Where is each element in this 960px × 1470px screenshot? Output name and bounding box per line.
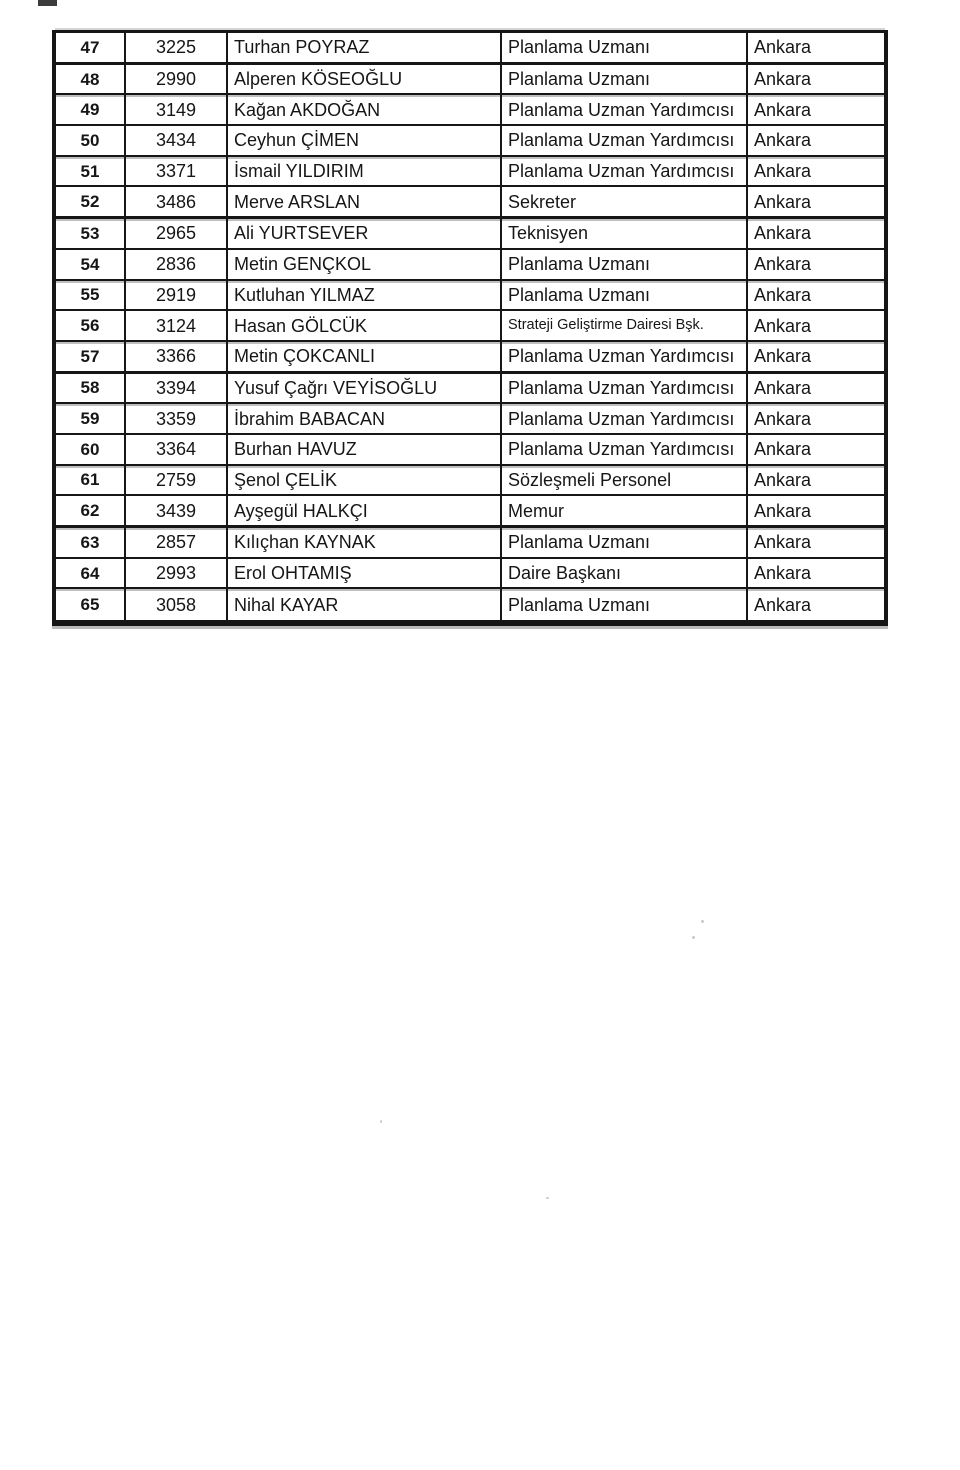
cell-name: Alperen KÖSEOĞLU — [228, 65, 502, 94]
table-row — [56, 559, 884, 590]
cell-title: Daire Başkanı — [502, 559, 748, 588]
cell-no: 56 — [56, 311, 126, 340]
cell-title: Planlama Uzman Yardımcısı — [502, 157, 748, 186]
cell-name: Şenol ÇELİK — [228, 466, 502, 495]
personnel-table — [52, 30, 888, 626]
cell-city: Ankara — [754, 594, 812, 615]
cell-name: Metin ÇOKCANLI — [228, 342, 502, 371]
table-row — [56, 342, 884, 374]
table-row — [56, 589, 884, 620]
cell-reg-no: 3486 — [126, 187, 228, 216]
cell-no: 48 — [56, 65, 126, 94]
table-row — [56, 157, 884, 188]
cell-name: Turhan POYRAZ — [228, 33, 502, 62]
cell-city: Ankara — [754, 469, 812, 490]
cell-no: 62 — [56, 496, 126, 525]
cell-name: Kılıçhan KAYNAK — [228, 528, 502, 557]
cell-title: Planlama Uzman Yardımcısı — [502, 342, 748, 371]
cell-title: Planlama Uzmanı — [502, 250, 748, 279]
table-row — [56, 496, 884, 528]
cell-name: Nihal KAYAR — [228, 589, 502, 620]
table-row — [56, 281, 884, 312]
cell-reg-no: 2857 — [126, 528, 228, 557]
cell-city: Ankara — [754, 99, 812, 120]
cell-name: Ali YURTSEVER — [228, 219, 502, 248]
cell-city: Ankara — [754, 500, 812, 521]
cell-city: Ankara — [754, 223, 812, 244]
cell-no: 64 — [56, 559, 126, 588]
cell-name: Kutluhan YILMAZ — [228, 281, 502, 310]
cell-reg-no: 3371 — [126, 157, 228, 186]
cell-no: 60 — [56, 435, 126, 464]
cell-title: Planlama Uzman Yardımcısı — [502, 435, 748, 464]
table-row — [56, 33, 884, 65]
cell-no: 65 — [56, 589, 126, 620]
scan-speck — [692, 936, 695, 939]
cell-title: Planlama Uzmanı — [502, 65, 748, 94]
cell-title: Teknisyen — [502, 219, 748, 248]
cell-name: İsmail YILDIRIM — [228, 157, 502, 186]
cell-reg-no: 3394 — [126, 374, 228, 403]
cell-city: Ankara — [754, 284, 812, 305]
cell-title: Planlama Uzmanı — [502, 281, 748, 310]
scan-speck — [546, 1197, 549, 1199]
cell-title: Planlama Uzman Yardımcısı — [502, 374, 748, 403]
table-row — [56, 187, 884, 219]
cell-city: Ankara — [754, 346, 812, 367]
table-row — [56, 435, 884, 466]
table-row — [56, 126, 884, 157]
cell-no: 59 — [56, 404, 126, 433]
table-row — [56, 404, 884, 435]
table-row — [56, 65, 884, 96]
cell-city: Ankara — [754, 130, 812, 151]
cell-reg-no: 2993 — [126, 559, 228, 588]
cell-city: Ankara — [754, 191, 812, 212]
cell-city: Ankara — [754, 37, 812, 58]
cell-no: 49 — [56, 95, 126, 124]
table-row — [56, 250, 884, 281]
cell-city: Ankara — [754, 532, 812, 553]
cell-title: Sözleşmeli Personel — [502, 466, 748, 495]
cell-title: Strateji Geliştirme Dairesi Bşk. — [502, 311, 748, 340]
cell-title: Memur — [502, 496, 748, 525]
cell-name: Yusuf Çağrı VEYİSOĞLU — [228, 374, 502, 403]
table-row — [56, 466, 884, 497]
cell-reg-no: 3366 — [126, 342, 228, 371]
cell-title: Planlama Uzmanı — [502, 528, 748, 557]
cell-name: İbrahim BABACAN — [228, 404, 502, 433]
table-row — [56, 219, 884, 250]
cell-name: Hasan GÖLCÜK — [228, 311, 502, 340]
table-row — [56, 374, 884, 405]
cell-no: 54 — [56, 250, 126, 279]
cell-title: Planlama Uzman Yardımcısı — [502, 404, 748, 433]
cell-reg-no: 3439 — [126, 496, 228, 525]
cell-no: 51 — [56, 157, 126, 186]
cell-title: Planlama Uzman Yardımcısı — [502, 95, 748, 124]
personnel-table-body — [56, 33, 884, 620]
cell-no: 50 — [56, 126, 126, 155]
cell-reg-no: 2965 — [126, 219, 228, 248]
cell-reg-no: 2990 — [126, 65, 228, 94]
cell-city: Ankara — [754, 69, 812, 90]
cell-name: Burhan HAVUZ — [228, 435, 502, 464]
cell-reg-no: 3058 — [126, 589, 228, 620]
table-row — [56, 95, 884, 126]
cell-title: Sekreter — [502, 187, 748, 216]
cell-reg-no: 3364 — [126, 435, 228, 464]
cell-reg-no: 3124 — [126, 311, 228, 340]
cell-reg-no: 3434 — [126, 126, 228, 155]
scan-speck — [380, 1120, 382, 1123]
cell-name: Merve ARSLAN — [228, 187, 502, 216]
cell-no: 57 — [56, 342, 126, 371]
scan-artifact — [38, 0, 57, 6]
cell-no: 61 — [56, 466, 126, 495]
cell-city: Ankara — [754, 377, 812, 398]
cell-title: Planlama Uzman Yardımcısı — [502, 126, 748, 155]
cell-reg-no: 2919 — [126, 281, 228, 310]
table-row — [56, 311, 884, 342]
cell-name: Erol OHTAMIŞ — [228, 559, 502, 588]
cell-name: Metin GENÇKOL — [228, 250, 502, 279]
cell-city: Ankara — [754, 563, 812, 584]
cell-no: 53 — [56, 219, 126, 248]
cell-city: Ankara — [754, 408, 812, 429]
cell-city: Ankara — [754, 254, 812, 275]
cell-title: Planlama Uzmanı — [502, 33, 748, 62]
cell-title: Planlama Uzmanı — [502, 589, 748, 620]
cell-no: 58 — [56, 374, 126, 403]
cell-city: Ankara — [754, 161, 812, 182]
cell-no: 52 — [56, 187, 126, 216]
cell-reg-no: 2836 — [126, 250, 228, 279]
cell-name: Ayşegül HALKÇI — [228, 496, 502, 525]
cell-reg-no: 3359 — [126, 404, 228, 433]
cell-reg-no: 3225 — [126, 33, 228, 62]
scan-speck — [701, 920, 704, 923]
cell-name: Ceyhun ÇİMEN — [228, 126, 502, 155]
table-row — [56, 528, 884, 559]
cell-city: Ankara — [754, 315, 812, 336]
cell-no: 47 — [56, 33, 126, 62]
cell-no: 55 — [56, 281, 126, 310]
cell-name: Kağan AKDOĞAN — [228, 95, 502, 124]
cell-reg-no: 2759 — [126, 466, 228, 495]
cell-no: 63 — [56, 528, 126, 557]
cell-city: Ankara — [754, 439, 812, 460]
cell-reg-no: 3149 — [126, 95, 228, 124]
